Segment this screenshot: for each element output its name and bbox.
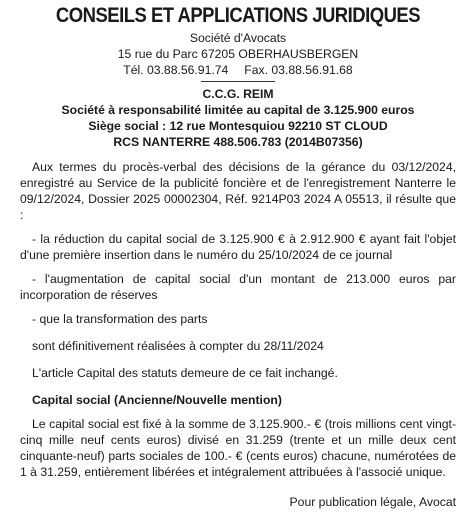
signature: Pour publication légale, Avocat [289, 495, 456, 509]
firm-fax: Fax. 03.88.56.91.68 [244, 63, 353, 77]
item-augmentation: - l'augmentation de capital social d'un montant de 213.000 euros par incorporation de réserves [20, 272, 456, 302]
company-name: C.C.G. REIM [202, 87, 274, 101]
item-reduction: - la réduction du capital social de 3.125.900 € à 2.912.900 € ayant fait l'objet d'une première insertion dans le numéro du 25/10/2024 de ce journal [20, 232, 456, 262]
firm-phone: Tél. 03.88.56.91.74 [123, 63, 229, 77]
firm-address: 15 rue du Parc 67205 OBERHAUSBERGEN [117, 47, 359, 61]
company-rcs: RCS NANTERRE 488.506.783 (2014B07356) [113, 135, 363, 149]
firm-type: Société d'Avocats [189, 31, 287, 45]
article-paragraph: L'article Capital des statuts demeure de ce fait inchangé. [32, 366, 338, 380]
firm-contact [20, 62, 456, 78]
capital-paragraph: Le capital social est fixé à la somme de 3.125.900.- € (trois millions cent vingt-cinq mille neuf cents euros) divisé en 31.259 (trente et un mille deux cent cinquante-neuf) parts sociales de 100.- € (cents euros) chacune, numérotées de 1 à 31.259, entièrement libérées et intégralement attribuées à l'associé unique. [20, 417, 456, 479]
company-form: Société à responsabilité limitée au capital de 3.125.900 euros [61, 103, 415, 117]
company-seat: Siège social : 12 rue Montesquiou 92210 ST CLOUD [88, 119, 388, 133]
realisation-paragraph: sont définitivement réalisées à compter du 28/11/2024 [32, 339, 324, 353]
company-block [20, 86, 456, 150]
section-title: Capital social (Ancienne/Nouvelle mention) [32, 393, 282, 407]
firm-name: CONSEILS ET APPLICATIONS JURIDIQUES [55, 3, 421, 27]
intro-paragraph: Aux termes du procès-verbal des décisions de la gérance du 03/12/2024, enregistré au Service de la publicité foncière et de l'enregistrement Nanterre le 09/12/2024, Dossier 2025 00002304, Réf. 9214P03 2024 A 05513, il résulte que : [20, 160, 456, 222]
separator-rule [201, 81, 275, 82]
firm-info [20, 30, 456, 78]
item-transformation: - que la transformation des parts [32, 312, 208, 326]
notice-body [20, 159, 456, 480]
